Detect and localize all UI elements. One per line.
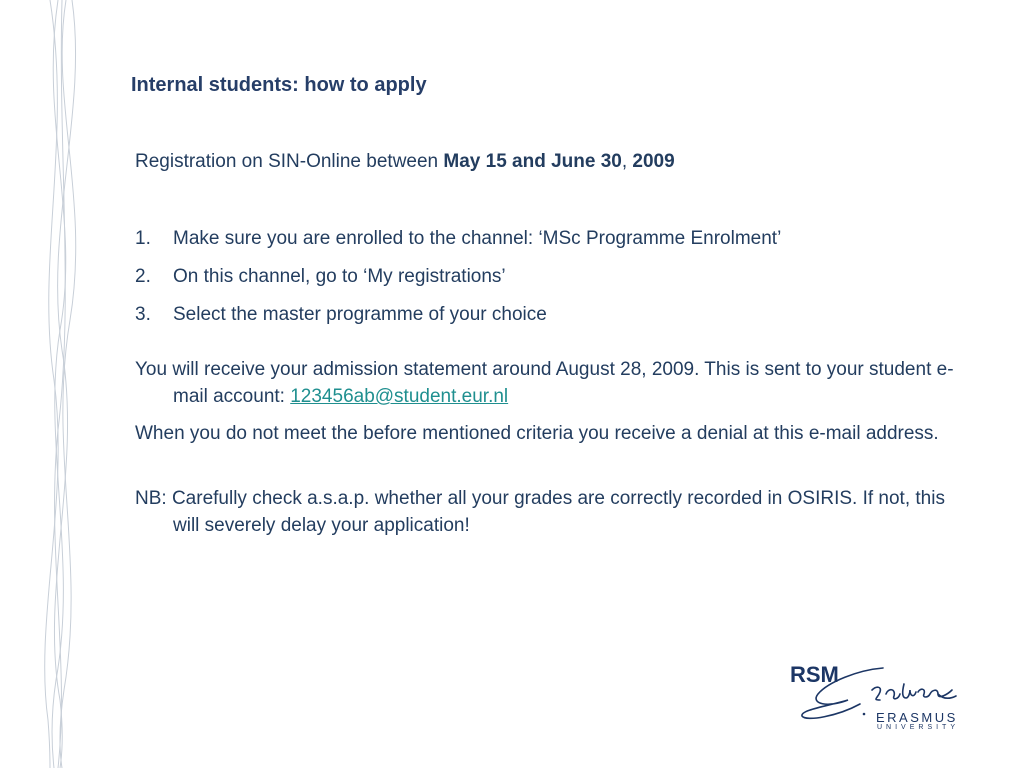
student-email-link[interactable]: 123456ab@student.eur.nl [290, 386, 509, 407]
step-text: On this channel, go to ‘My registrations’ [173, 266, 506, 287]
step-number: 3. [135, 304, 151, 325]
denial-paragraph: When you do not meet the before mentioned criteria you receive a denial at this e-mail address. [135, 423, 939, 444]
steps-list [135, 225, 955, 328]
admission-paragraph [135, 356, 955, 410]
step-text: Make sure you are enrolled to the channel: ‘MSc Programme Enrolment’ [173, 228, 782, 249]
intro-year: 2009 [632, 151, 675, 172]
step-item [135, 301, 955, 328]
slide-title: Internal students: how to apply [131, 74, 427, 96]
decorative-curves [0, 0, 110, 768]
erasmus-logo-text: ERASMUS [876, 710, 958, 725]
step-item [135, 263, 955, 290]
step-number: 1. [135, 228, 151, 249]
university-logo-text: UNIVERSITY [877, 724, 960, 731]
slide-content [135, 148, 955, 539]
rsm-logo-text: RSM [790, 662, 839, 687]
nb-paragraph: NB: Carefully check a.s.a.p. whether all your grades are correctly recorded in OSIRIS. If not, this will severely delay your application! [135, 488, 945, 536]
registration-intro [135, 148, 955, 175]
intro-prefix: Registration on SIN-Online between [135, 151, 444, 172]
step-number: 2. [135, 266, 151, 287]
intro-comma: , [621, 151, 633, 172]
step-item [135, 225, 955, 252]
rsm-erasmus-logo [788, 660, 968, 738]
intro-dates: May 15 and June 30 [443, 151, 622, 172]
step-text: Select the master programme of your choice [173, 304, 547, 325]
admission-text: You will receive your admission statement around August 28, 2009. This is sent to your student e-mail account: [135, 359, 954, 407]
